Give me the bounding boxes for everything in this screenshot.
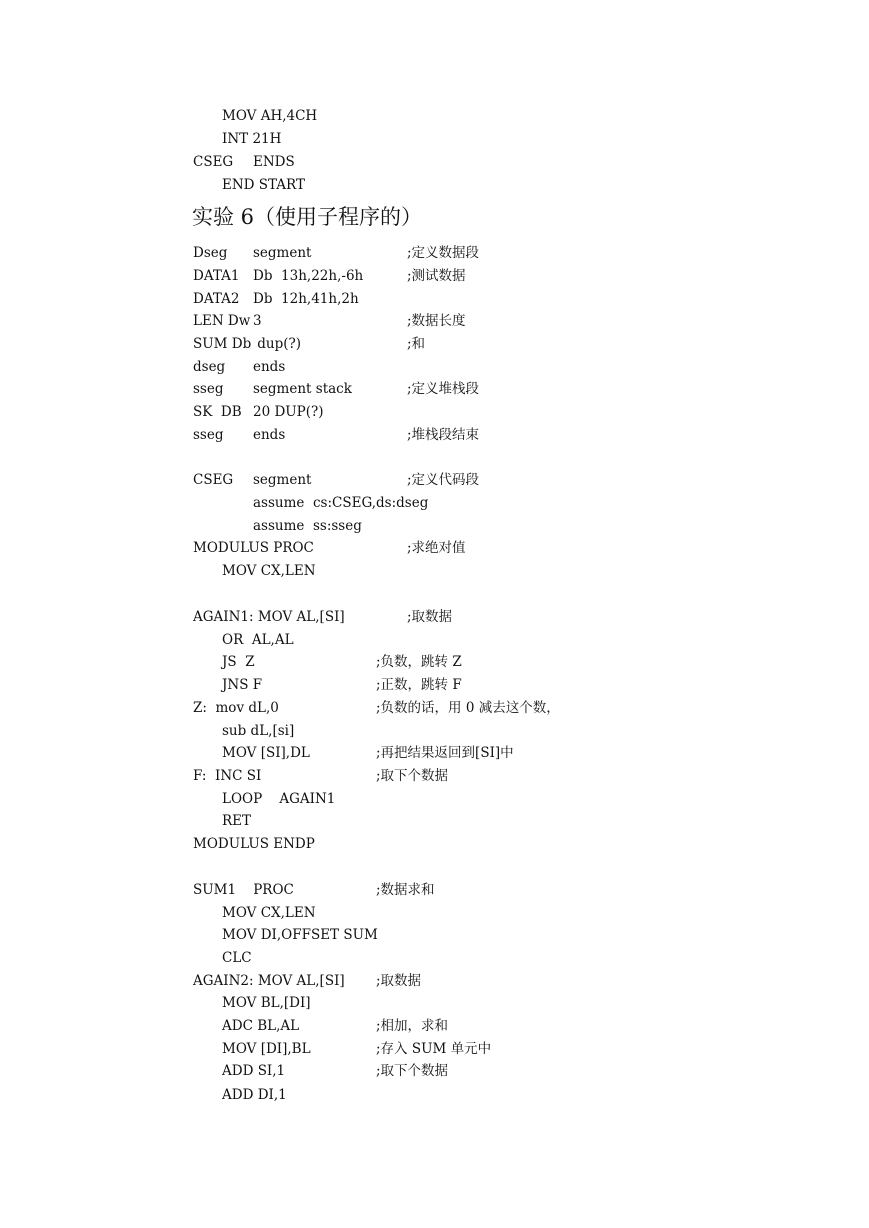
code-line: MOV DI,OFFSET SUM bbox=[222, 927, 378, 943]
code-line: MOV AH,4CH bbox=[222, 108, 318, 124]
code-line: MOV CX,LEN bbox=[222, 563, 316, 579]
code-line: 20 DUP(?) bbox=[253, 404, 324, 420]
code-line: MOV [DI],BL bbox=[222, 1041, 311, 1057]
code-line: assume cs:CSEG,ds:dseg bbox=[253, 495, 429, 511]
code-line: AGAIN2: MOV AL,[SI] bbox=[193, 973, 345, 989]
code-comment: ;取数据 bbox=[407, 609, 453, 625]
code-line: MOV CX,LEN bbox=[222, 905, 316, 921]
code-line: assume ss:sseg bbox=[253, 518, 362, 534]
code-line: dup(?) bbox=[253, 336, 302, 352]
code-line: END START bbox=[222, 177, 305, 193]
code-line: MOV BL,[DI] bbox=[222, 995, 311, 1011]
code-label: sseg bbox=[193, 427, 224, 443]
code-line: JS Z bbox=[222, 654, 255, 670]
code-comment: ;数据求和 bbox=[376, 882, 435, 898]
code-comment: ;和 bbox=[407, 336, 426, 352]
code-label: CSEG bbox=[193, 472, 234, 488]
code-line: MODULUS PROC bbox=[193, 540, 314, 556]
code-line: ends bbox=[253, 359, 286, 375]
section-title: 实验 6（使用子程序的） bbox=[192, 205, 423, 229]
code-line: Z: mov dL,0 bbox=[193, 700, 279, 716]
code-comment: ;存入 SUM 单元中 bbox=[376, 1041, 492, 1057]
code-comment: ;取数据 bbox=[376, 973, 422, 989]
code-comment: ;测试数据 bbox=[407, 268, 466, 284]
code-line: 3 bbox=[253, 313, 262, 329]
code-line: F: INC SI bbox=[193, 768, 262, 784]
code-line: MOV [SI],DL bbox=[222, 745, 310, 761]
code-line: AGAIN1: MOV AL,[SI] bbox=[193, 609, 345, 625]
code-line: sub dL,[si] bbox=[222, 723, 295, 739]
code-line: segment bbox=[253, 472, 312, 488]
code-label: CSEG bbox=[193, 154, 234, 170]
code-label: dseg bbox=[193, 359, 226, 375]
code-label: LEN Dw bbox=[193, 313, 251, 329]
code-comment: ;定义堆栈段 bbox=[407, 381, 480, 397]
code-line: RET bbox=[222, 813, 252, 829]
code-comment: ;数据长度 bbox=[407, 313, 466, 329]
code-comment: ;堆栈段结束 bbox=[407, 427, 480, 443]
code-comment: ;求绝对值 bbox=[407, 540, 466, 556]
code-label: sseg bbox=[193, 381, 224, 397]
code-line: SUM1 PROC bbox=[193, 882, 294, 898]
code-line: INT 21H bbox=[222, 131, 282, 147]
code-label: DATA1 bbox=[193, 268, 240, 284]
code-comment: ;负数，跳转 Z bbox=[376, 654, 462, 670]
code-comment: ;相加，求和 bbox=[376, 1018, 449, 1034]
code-comment: ;取下个数据 bbox=[376, 1063, 449, 1079]
code-comment: ;正数，跳转 F bbox=[376, 677, 462, 693]
code-line: ADD SI,1 bbox=[222, 1063, 286, 1079]
code-comment: ;定义数据段 bbox=[407, 245, 480, 261]
code-label: DATA2 bbox=[193, 291, 240, 307]
code-line: ends bbox=[253, 427, 286, 443]
code-line: MODULUS ENDP bbox=[193, 836, 315, 852]
code-label: SUM Db bbox=[193, 336, 252, 352]
code-line: LOOP AGAIN1 bbox=[222, 791, 336, 807]
code-line: CLC bbox=[222, 950, 252, 966]
code-line: Db 13h,22h,-6h bbox=[253, 268, 364, 284]
code-line: Db 12h,41h,2h bbox=[253, 291, 359, 307]
code-line: ENDS bbox=[253, 154, 295, 170]
code-line: segment bbox=[253, 245, 312, 261]
code-label: Dseg bbox=[193, 245, 228, 261]
code-comment: ;负数的话，用 0 减去这个数， bbox=[376, 700, 560, 716]
code-line: OR AL,AL bbox=[222, 632, 294, 648]
code-line: ADD DI,1 bbox=[222, 1087, 287, 1103]
code-label: SK DB bbox=[193, 404, 242, 420]
code-line: segment stack bbox=[253, 381, 352, 397]
code-comment: ;再把结果返回到[SI]中 bbox=[376, 745, 514, 761]
code-comment: ;定义代码段 bbox=[407, 472, 480, 488]
code-line: ADC BL,AL bbox=[222, 1018, 300, 1034]
code-line: JNS F bbox=[222, 677, 263, 693]
code-comment: ;取下个数据 bbox=[376, 768, 449, 784]
